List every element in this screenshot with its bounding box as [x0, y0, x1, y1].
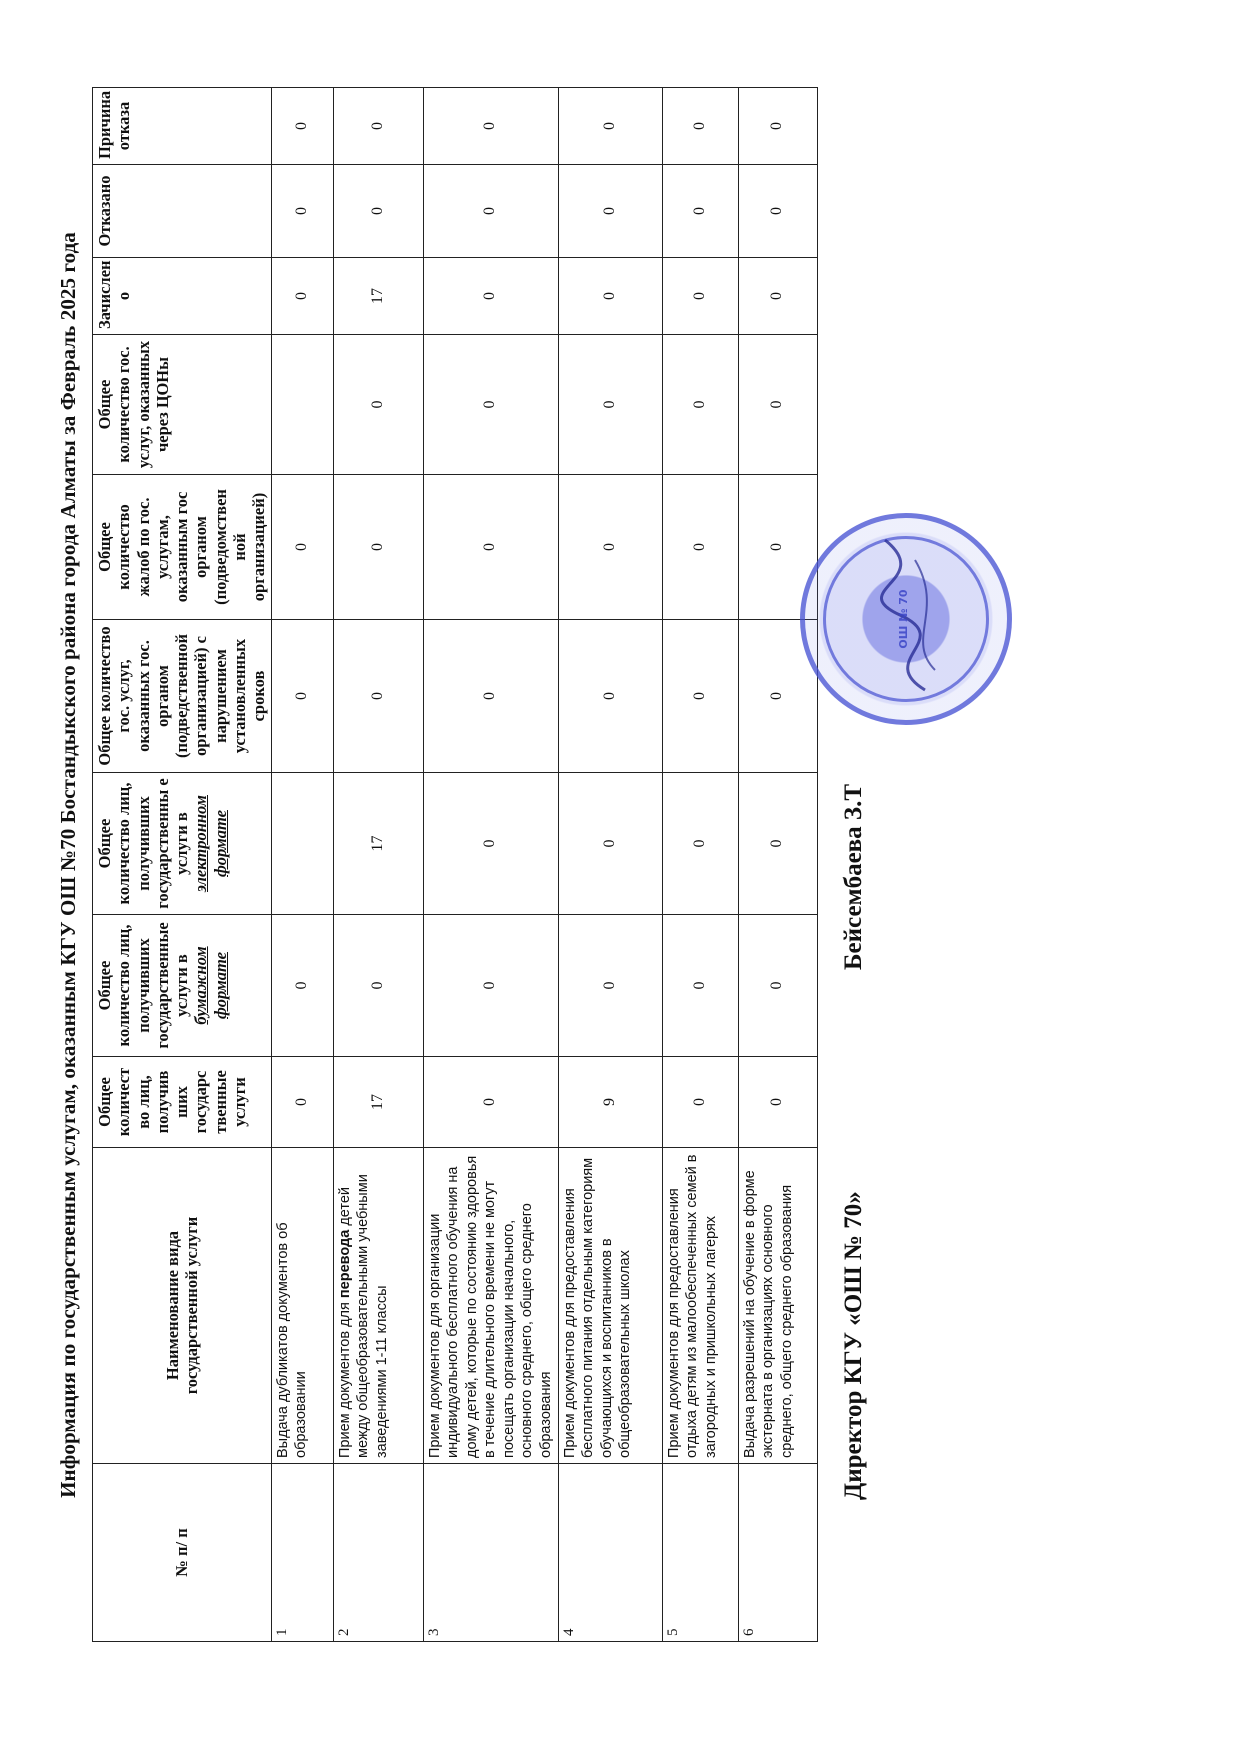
- row-index: 6: [738, 1464, 817, 1642]
- header-violations: Общее количество гос. услуг, оказанных гос. органом (подведственной организацией) с нарушением установленных сроков: [93, 620, 272, 773]
- table-row: [271, 88, 333, 1642]
- signature-scribble-icon: [865, 530, 955, 700]
- cell-total: 17: [333, 1057, 423, 1148]
- cell-con: 0: [738, 335, 817, 475]
- row-service-name: [333, 1148, 423, 1464]
- cell-refused: 0: [558, 165, 662, 258]
- cell-enrolled: 17: [333, 258, 423, 335]
- cell-complaints: 0: [333, 475, 423, 620]
- cell-complaints: 0: [738, 475, 817, 620]
- cell-con: 0: [662, 335, 738, 475]
- cell-reason: 0: [271, 88, 333, 165]
- row-service-name: [423, 1148, 558, 1464]
- cell-paper: 0: [662, 915, 738, 1057]
- cell-violations: 0: [423, 620, 558, 773]
- header-total: Общее количест во лиц, получив ших государс твенные услуги: [93, 1057, 272, 1148]
- cell-con: 0: [333, 335, 423, 475]
- cell-violations: 0: [271, 620, 333, 773]
- table-row: [423, 88, 558, 1642]
- service-name-text: Выдача дубликатов документов об образовании: [274, 1222, 310, 1458]
- row-service-name: [271, 1148, 333, 1464]
- header-enrolled: Зачислен о: [93, 258, 272, 335]
- service-name-bold: перевода: [336, 1229, 353, 1299]
- cell-paper: 0: [271, 915, 333, 1057]
- service-name-text: Прием документов для предоставления бесплатного питания отдельным категориям обучающихся и воспитанников в общеобразовательных школах: [561, 1157, 634, 1458]
- cell-enrolled: 0: [423, 258, 558, 335]
- cell-electronic: 0: [662, 773, 738, 915]
- row-index: 5: [662, 1464, 738, 1642]
- header-reason: Причина отказа: [93, 88, 272, 165]
- cell-complaints: 0: [558, 475, 662, 620]
- service-name-text: Прием документов для предоставления отдыха детям из малообеспеченных семей в загородных и пришкольных лагерях: [665, 1154, 719, 1458]
- cell-complaints: 0: [423, 475, 558, 620]
- row-index: 1: [271, 1464, 333, 1642]
- row-service-name: [558, 1148, 662, 1464]
- cell-refused: 0: [662, 165, 738, 258]
- cell-reason: 0: [738, 88, 817, 165]
- cell-enrolled: 0: [271, 258, 333, 335]
- cell-refused: 0: [738, 165, 817, 258]
- header-electronic-emph: электронном формате: [191, 795, 230, 892]
- cell-con: 0: [423, 335, 558, 475]
- service-name-text-after: детей между общеобразовательными учебными заведениями 1-11 классы: [336, 1174, 390, 1458]
- cell-enrolled: 0: [662, 258, 738, 335]
- cell-con: [271, 335, 333, 475]
- cell-total: 0: [271, 1057, 333, 1148]
- table-row: [558, 88, 662, 1642]
- cell-paper: 0: [423, 915, 558, 1057]
- header-con: Общее количество гос. услуг, оказанных через ЦОНы: [93, 335, 272, 475]
- cell-electronic: 0: [423, 773, 558, 915]
- header-service-name: Наименование вида государственной услуги: [93, 1148, 272, 1464]
- cell-total: 0: [423, 1057, 558, 1148]
- cell-violations: 0: [662, 620, 738, 773]
- cell-paper: 0: [738, 915, 817, 1057]
- official-stamp: [800, 513, 1012, 725]
- service-name-text: Выдача разрешений на обучение в форме экстерната в организациях основного среднего, общего среднего образования: [741, 1170, 795, 1458]
- cell-violations: 0: [333, 620, 423, 773]
- signature-line: [840, 700, 868, 1500]
- cell-total: 0: [662, 1057, 738, 1148]
- cell-paper: 0: [333, 915, 423, 1057]
- row-index: 3: [423, 1464, 558, 1642]
- cell-reason: 0: [558, 88, 662, 165]
- cell-electronic: [271, 773, 333, 915]
- cell-enrolled: 0: [558, 258, 662, 335]
- cell-electronic: 0: [738, 773, 817, 915]
- cell-enrolled: 0: [738, 258, 817, 335]
- row-index: 2: [333, 1464, 423, 1642]
- header-paper-emph: бумажном формате: [191, 946, 230, 1025]
- table-row: [662, 88, 738, 1642]
- header-electronic: [93, 773, 272, 915]
- cell-violations: 0: [738, 620, 817, 773]
- row-index: 4: [558, 1464, 662, 1642]
- cell-con: 0: [558, 335, 662, 475]
- cell-complaints: 0: [271, 475, 333, 620]
- cell-refused: 0: [423, 165, 558, 258]
- header-complaints: Общее количество жалоб по гос. услугам, оказанным гос органом (подведомствен ной организацией): [93, 475, 272, 620]
- header-row: [93, 88, 272, 1642]
- cell-refused: 0: [271, 165, 333, 258]
- header-refused: Отказано: [93, 165, 272, 258]
- service-name-text: Прием документов для: [336, 1298, 353, 1458]
- services-table: [92, 87, 818, 1642]
- cell-complaints: 0: [662, 475, 738, 620]
- header-paper: [93, 915, 272, 1057]
- table-row: [738, 88, 817, 1642]
- cell-violations: 0: [558, 620, 662, 773]
- header-paper-prefix: Общее количество лиц, получивших государственные услуги в: [95, 922, 192, 1049]
- cell-electronic: 17: [333, 773, 423, 915]
- cell-total: 9: [558, 1057, 662, 1148]
- signatory-name: Бейсембаева З.Т: [840, 783, 867, 970]
- table-row: [333, 88, 423, 1642]
- stamp-text: ОШ № 70: [897, 589, 910, 649]
- cell-electronic: 0: [558, 773, 662, 915]
- cell-reason: 0: [662, 88, 738, 165]
- row-service-name: [662, 1148, 738, 1464]
- header-electronic-prefix: Общее количество лиц, получивших государственны е услуги в: [95, 778, 192, 909]
- cell-reason: 0: [333, 88, 423, 165]
- row-service-name: [738, 1148, 817, 1464]
- document-title: Информация по государственным услугам, оказанным КГУ ОШ №70 Бостандыкского района города Алматы за Февраль 2025 года: [56, 232, 80, 1498]
- cell-reason: 0: [423, 88, 558, 165]
- service-name-text: Прием документов для организации индивидуального бесплатного обучения на дому детей, которые по состоянию здоровья в течение длительного времени не могут посещать организации начального, основного среднего, общего среднего образования: [426, 1155, 554, 1458]
- cell-refused: 0: [333, 165, 423, 258]
- cell-total: 0: [738, 1057, 817, 1148]
- header-index: № п/ п: [93, 1464, 272, 1642]
- cell-paper: 0: [558, 915, 662, 1057]
- signatory-position: Директор КГУ «ОШ № 70»: [840, 1191, 867, 1500]
